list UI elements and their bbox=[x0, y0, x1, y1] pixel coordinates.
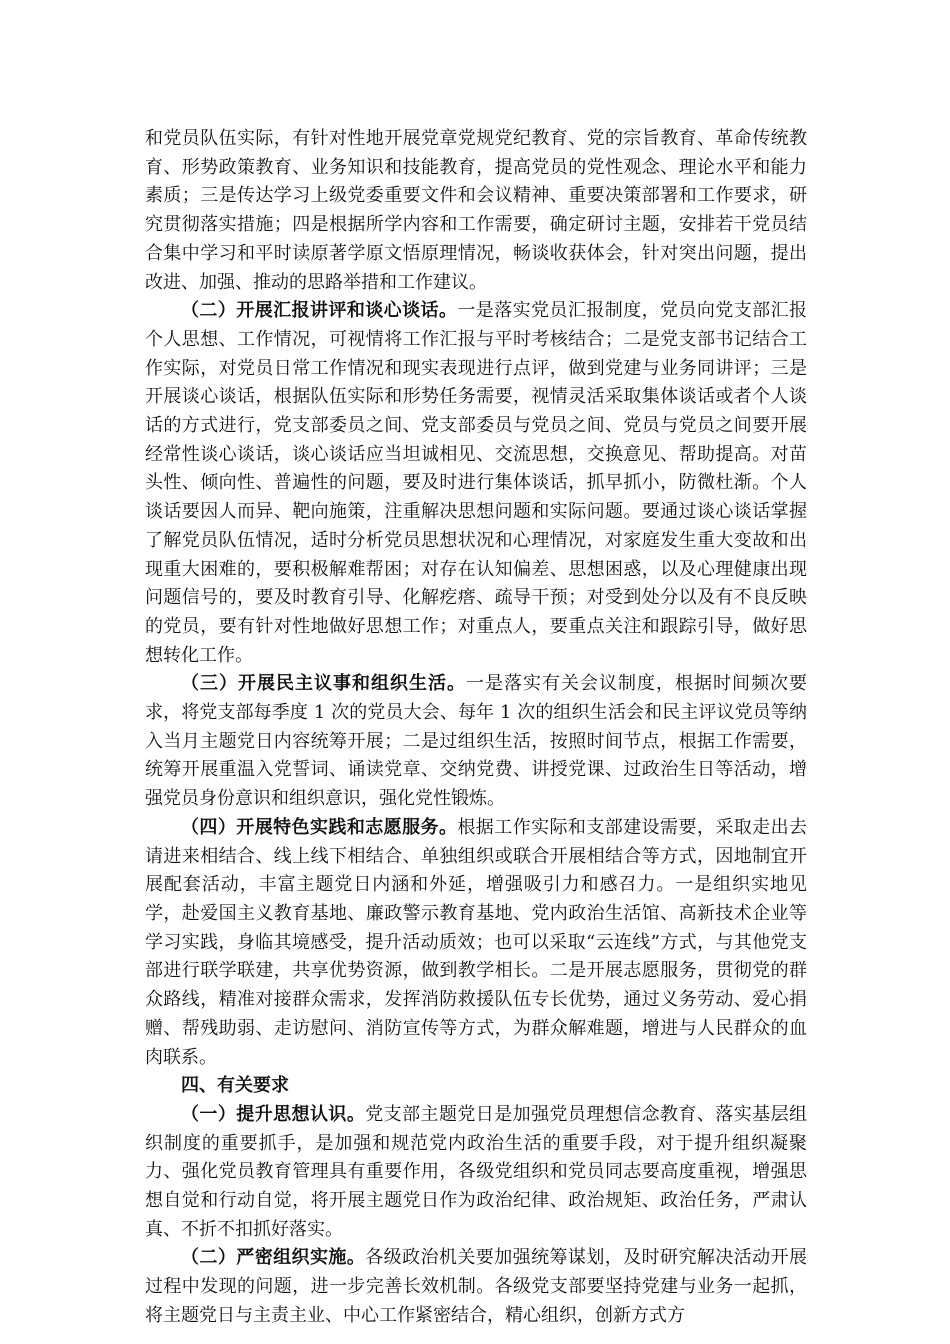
paragraph-lead: （二）严密组织实施。 bbox=[181, 1247, 366, 1269]
document-page bbox=[145, 125, 807, 1331]
paragraph-text: 根据工作实际和支部建设需要，采取走出去请进来相结合、线上线下相结合、单独组织或联合开展相结合等方式，因地制宜开展配套活动，丰富主题党日内涵和外延，增强吸引力和感召力。一是组织实地见学，赴爱国主义教育基地、廉政警示教育基地、党内政治生活馆、高新技术企业等学习实践，身临其境感受，提升活动质效；也可以采取“云连线”方式，与其他党支部进行联学联建，共享优势资源，做到教学相长。二是开展志愿服务，贯彻党的群众路线，精准对接群众需求，发挥消防救援队伍专长优势，通过义务劳动、爱心捐赠、帮残助弱、走访慰问、消防宣传等方式，为群众解难题，增进与人民群众的血肉联系。 bbox=[145, 816, 808, 1068]
paragraph-text: 和党员队伍实际，有针对性地开展党章党规党纪教育、党的宗旨教育、革命传统教育、形势政策教育、业务知识和技能教育，提高党员的党性观念、理论水平和能力素质；三是传达学习上级党委重要文件和会议精神、重要决策部署和工作要求，研究贯彻落实措施；四是根据所学内容和工作需要，确定研讨主题，安排若干党员结合集中学习和平时读原著学原文悟原理情况，畅谈收获体会，针对突出问题，提出改进、加强、推动的思路举措和工作建议。 bbox=[145, 128, 807, 293]
paragraph-text: 一是落实党员汇报制度，党员向党支部汇报个人思想、工作情况，可视情将工作汇报与平时考核结合；二是党支部书记结合工作实际，对党员日常工作情况和现实表现进行点评，做到党建与业务同讲评；三是开展谈心谈话，根据队伍实际和形势任务需要，视情灵活采取集体谈话或者个人谈话的方式进行，党支部委员之间、党支部委员与党员之间、党员与党员之间要开展经常性谈心谈话，谈心谈话应当坦诚相见、交流思想，交换意见、帮助提高。对苗头性、倾向性、普遍性的问题，要及时进行集体谈话，抓早抓小，防微杜渐。个人谈话要因人而异、靶向施策，注重解决思想问题和实际问题。要通过谈心谈话掌握了解党员队伍情况，适时分析党员思想状况和心理情况，对家庭发生重大变故和出现重大困难的，要积极解难帮困；对存在认知偏差、思想困惑，以及心理健康出现问题信号的，要及时教育引导、化解疙瘩、疏导干预；对受到处分以及有不良反映的党员，要有针对性地做好思想工作；对重点人，要重点关注和跟踪引导，做好思想转化工作。 bbox=[145, 300, 808, 666]
paragraph-text: 党支部主题党日是加强党员理想信念教育、落实基层组织制度的重要抓手，是加强和规范党内政治生活的重要手段，对于提升组织凝聚力、强化党员教育管理具有重要作用，各级党组织和党员同志要高度重视，增强思想自觉和行动自觉，将开展主题党日作为政治纪律、政治规矩、政治任务，严肃认真、不折不扣抓好落实。 bbox=[145, 1103, 808, 1240]
paragraph-lead: （二）开展汇报讲评和谈心谈话。 bbox=[181, 300, 458, 322]
section-heading: 四、有关要求 bbox=[181, 1075, 289, 1097]
paragraph-lead: （四）开展特色实践和志愿服务。 bbox=[181, 816, 458, 838]
paragraph-text: 各级政治机关要加强统筹谋划，及时研究解决活动开展过程中发现的问题，进一步完善长效机制。各级党支部要坚持党建与业务一起抓，将主题党日与主责主业、中心工作紧密结合，精心组织，创新方式方 bbox=[145, 1247, 808, 1326]
paragraph-lead: （一）提升思想认识。 bbox=[181, 1103, 366, 1125]
paragraph-democratic-affairs bbox=[145, 670, 807, 814]
paragraph-report-and-talk bbox=[145, 297, 807, 670]
paragraph-special-practice bbox=[145, 814, 807, 1072]
paragraph-text: 一是落实有关会议制度，根据时间频次要求，将党支部每季度 1 次的党员大会、每年 1 次的组织生活会和民主评议党员等纳入当月主题党日内容统筹开展；二是过组织生活，按照时间节点，根据工作需要，统筹开展重温入党誓词、诵读党章、交纳党费、讲授党课、过政治生日等活动，增强党员身份意识和组织意识，强化党性锻炼。 bbox=[145, 673, 807, 810]
paragraph-continued bbox=[145, 125, 807, 297]
paragraph-organize-implementation bbox=[145, 1244, 807, 1330]
paragraph-lead: （三）开展民主议事和组织生活。 bbox=[181, 673, 466, 695]
paragraph-raise-awareness bbox=[145, 1101, 807, 1245]
